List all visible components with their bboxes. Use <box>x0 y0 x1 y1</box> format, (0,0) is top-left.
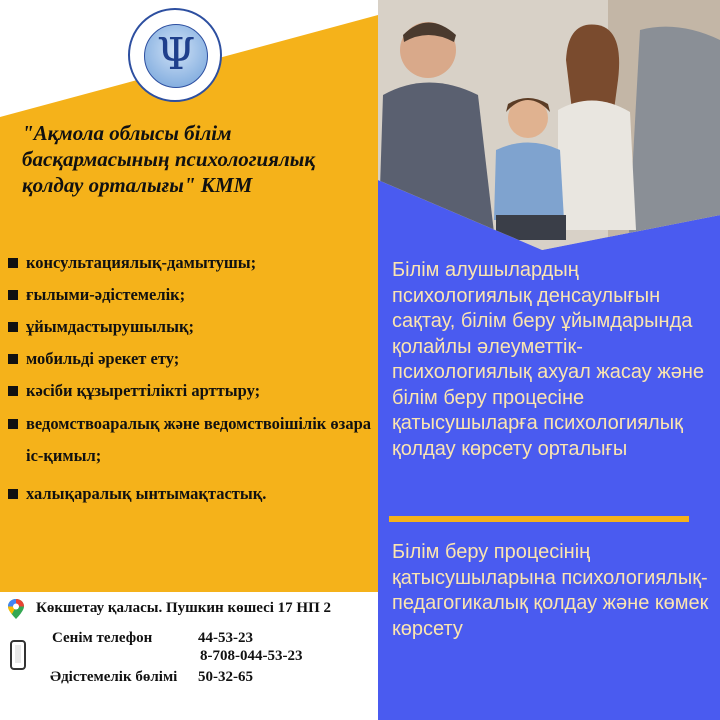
map-pin-icon <box>6 598 26 620</box>
square-bullet-icon <box>8 258 18 268</box>
list-item <box>8 483 376 504</box>
square-bullet-icon <box>8 419 18 429</box>
list-item-label: кәсіби құзыреттілікті арттыру; <box>26 381 261 400</box>
address-text: Көкшетау қаласы. Пушкин көшесі 17 НП 2 <box>36 600 332 616</box>
method-dept-label: Әдістемелік бөлімі <box>50 669 178 685</box>
list-item <box>8 252 376 273</box>
list-item <box>8 348 376 369</box>
square-bullet-icon <box>8 489 18 499</box>
trust-phone-number-1: 44-53-23 <box>198 630 253 646</box>
list-item <box>8 316 376 337</box>
trust-phone-label: Сенім телефон <box>52 630 153 646</box>
square-bullet-icon <box>8 354 18 364</box>
organization-logo <box>128 8 222 102</box>
list-item <box>8 408 376 472</box>
square-bullet-icon <box>8 290 18 300</box>
list-item <box>8 380 376 401</box>
list-item-label: ғылыми-әдістемелік; <box>26 285 186 304</box>
mission-statement: Білім алушылардың психологиялық денсаулығын сақтау, білім беру ұйымдарында қолайлы әлеуметтік-психологиялық ахуал жасау және білім беру процесіне қатысушыларға психологиялық қолдау көрсету орталығы <box>392 259 705 460</box>
organization-title: "Ақмола облысы білім басқармасының психологиялық қолдау орталығы" КММ <box>22 121 315 197</box>
logo-emblem <box>144 24 208 88</box>
yellow-divider <box>389 516 689 522</box>
list-item-label: консультациялық-дамытушы; <box>26 253 257 272</box>
list-item-label: халықаралық ынтымақтастық. <box>26 484 267 503</box>
psi-icon: Ψ <box>156 29 196 80</box>
mobile-phone-icon <box>10 640 26 670</box>
list-item-label: ведомствоаралық және ведомствоішілік өзара іс-қимыл; <box>26 414 371 465</box>
square-bullet-icon <box>8 322 18 332</box>
list-item <box>8 284 376 305</box>
trust-phone-number-2: 8-708-044-53-23 <box>200 648 303 664</box>
functions-list <box>8 252 376 515</box>
mission-secondary: Білім беру процесінің қатысушыларына психологиялық-педагогикалық қолдау және көмек көрсету <box>392 541 709 640</box>
square-bullet-icon <box>8 386 18 396</box>
list-item-label: ұйымдастырушылық; <box>26 317 194 336</box>
method-dept-phone: 50-32-65 <box>198 669 253 685</box>
list-item-label: мобильді әрекет ету; <box>26 349 180 368</box>
